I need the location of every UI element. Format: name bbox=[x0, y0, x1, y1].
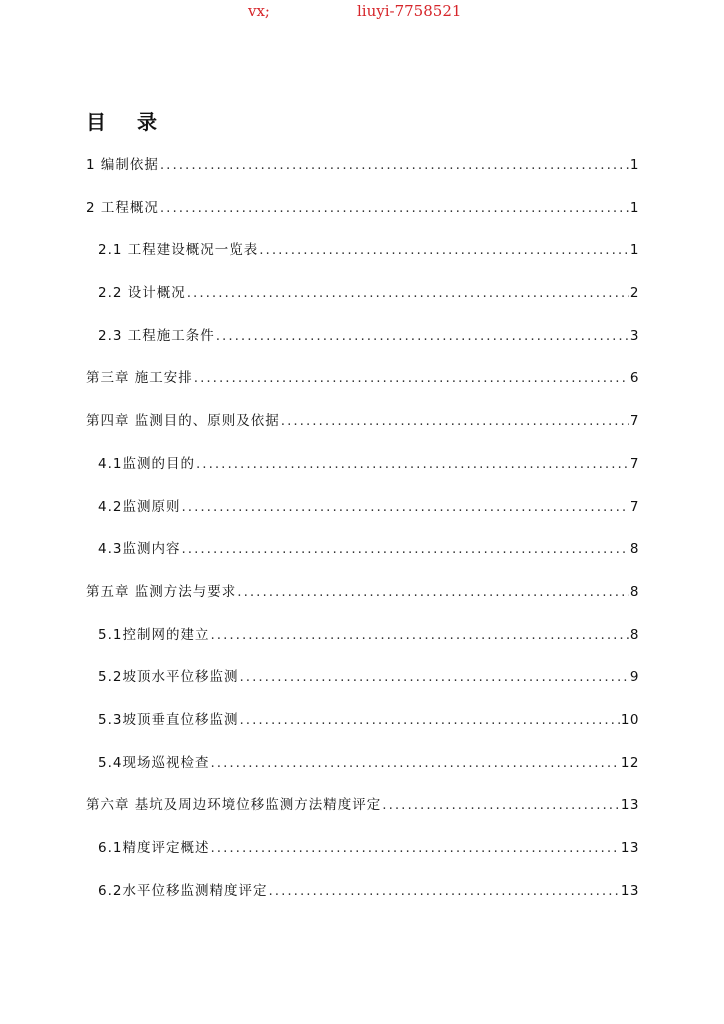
toc-entry-page-number: 13 bbox=[620, 882, 639, 899]
toc-entry-page-number: 13 bbox=[620, 840, 639, 856]
toc-entry-page-number: 7 bbox=[629, 498, 639, 515]
watermark-right-text: liuyi-7758521 bbox=[357, 2, 462, 20]
toc-dot-leader bbox=[237, 571, 629, 614]
toc-dot-leader bbox=[281, 400, 629, 443]
toc-entry[interactable] bbox=[86, 144, 639, 187]
toc-entry-page-number: 3 bbox=[629, 327, 639, 344]
toc-entry-label: 5.4现场巡视检查 bbox=[98, 754, 210, 771]
toc-dot-leader bbox=[196, 443, 629, 486]
toc-entry-page-number: 13 bbox=[620, 797, 639, 814]
toc-entry-label: 第六章 基坑及周边环境位移监测方法精度评定 bbox=[86, 797, 382, 814]
toc-entry-page-number: 8 bbox=[629, 583, 639, 600]
toc-entry-label: 4.2监测原则 bbox=[98, 498, 181, 515]
watermark bbox=[0, 2, 724, 22]
toc-entry-page-number: 9 bbox=[629, 669, 639, 686]
toc-entry-label: 第四章 监测目的、原则及依据 bbox=[86, 413, 280, 430]
toc-dot-leader bbox=[194, 357, 629, 400]
toc-entry-page-number: 2 bbox=[629, 285, 639, 302]
toc-entry-label: 6.2水平位移监测精度评定 bbox=[98, 882, 268, 899]
toc-entry[interactable] bbox=[86, 571, 639, 614]
toc-entry-label: 5.1控制网的建立 bbox=[98, 626, 210, 643]
toc-entry-label: 2 工程概况 bbox=[86, 199, 159, 216]
toc-entry[interactable] bbox=[86, 229, 639, 272]
table-of-contents bbox=[86, 144, 639, 912]
toc-title: 目 录 bbox=[86, 110, 169, 134]
toc-entry-label: 6.1精度评定概述 bbox=[98, 840, 210, 856]
toc-entry-page-number: 8 bbox=[629, 626, 639, 643]
toc-entry-label: 5.3坡顶垂直位移监测 bbox=[98, 711, 239, 728]
toc-entry[interactable] bbox=[86, 357, 639, 400]
toc-entry[interactable] bbox=[86, 656, 639, 699]
toc-entry-label: 第五章 监测方法与要求 bbox=[86, 583, 237, 600]
toc-entry-label: 5.2坡顶水平位移监测 bbox=[98, 669, 239, 686]
toc-entry[interactable] bbox=[86, 187, 639, 230]
toc-entry-page-number: 7 bbox=[629, 413, 639, 430]
toc-dot-leader bbox=[210, 827, 619, 870]
toc-dot-leader bbox=[181, 528, 628, 571]
toc-entry-page-number: 10 bbox=[620, 711, 639, 728]
toc-entry[interactable] bbox=[86, 699, 639, 742]
toc-entry[interactable] bbox=[86, 784, 639, 827]
toc-entry[interactable] bbox=[86, 614, 639, 657]
toc-entry-label: 第三章 施工安排 bbox=[86, 370, 193, 387]
toc-entry-page-number: 1 bbox=[629, 242, 639, 259]
toc-entry-page-number: 1 bbox=[629, 199, 639, 216]
toc-dot-leader bbox=[210, 614, 628, 657]
toc-dot-leader bbox=[268, 870, 619, 913]
toc-entry[interactable] bbox=[86, 528, 639, 571]
toc-entry-label: 4.1监测的目的 bbox=[98, 455, 195, 472]
toc-entry-label: 1 编制依据 bbox=[86, 157, 159, 173]
toc-dot-leader bbox=[382, 784, 620, 827]
toc-entry-label: 2.1 工程建设概况一览表 bbox=[98, 242, 259, 259]
toc-entry-page-number: 12 bbox=[620, 754, 639, 771]
toc-entry[interactable] bbox=[86, 315, 639, 358]
watermark-left-text: vx; bbox=[248, 2, 270, 20]
toc-dot-leader bbox=[187, 272, 629, 315]
toc-entry[interactable] bbox=[86, 742, 639, 785]
toc-entry-label: 4.3监测内容 bbox=[98, 541, 181, 558]
toc-entry-page-number: 6 bbox=[629, 370, 639, 387]
toc-entry-label: 2.3 工程施工条件 bbox=[98, 327, 215, 344]
toc-dot-leader bbox=[239, 656, 628, 699]
toc-entry[interactable] bbox=[86, 486, 639, 529]
toc-entry[interactable] bbox=[86, 870, 639, 913]
toc-dot-leader bbox=[181, 486, 628, 529]
toc-dot-leader bbox=[239, 699, 619, 742]
toc-dot-leader bbox=[210, 742, 619, 785]
toc-entry[interactable] bbox=[86, 400, 639, 443]
toc-entry-page-number: 7 bbox=[629, 455, 639, 472]
toc-dot-leader bbox=[259, 229, 629, 272]
toc-entry[interactable] bbox=[86, 272, 639, 315]
toc-dot-leader bbox=[160, 144, 629, 187]
toc-entry-page-number: 8 bbox=[629, 541, 639, 558]
toc-dot-leader bbox=[160, 187, 629, 230]
toc-entry[interactable] bbox=[86, 443, 639, 486]
toc-entry[interactable] bbox=[86, 827, 639, 870]
toc-entry-page-number: 1 bbox=[629, 157, 639, 173]
toc-dot-leader bbox=[216, 315, 629, 358]
toc-entry-label: 2.2 设计概况 bbox=[98, 285, 186, 302]
